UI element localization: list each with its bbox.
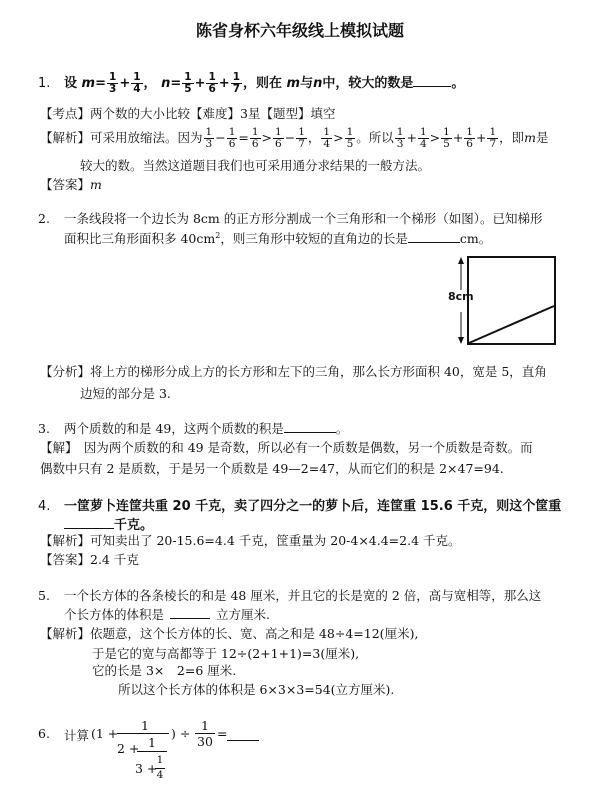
question-5-line2: 个长方体的体积是 立方厘米. bbox=[64, 607, 270, 622]
answer-blank bbox=[284, 432, 336, 433]
q2-fenxi-line1: 【分析】将上方的梯形分成上方的长方形和左下的三角，那么长方形面积 40，宽是 5，直角 bbox=[40, 364, 547, 379]
question-3-stem: 3. 两个质数的和是 49，这两个质数的积是 。 bbox=[38, 421, 349, 436]
q5-jiexi-line2: 于是它的宽与高都等于 12÷(2+1+1)=3(厘米), bbox=[92, 646, 360, 661]
question-4-line1: 4. 一筐萝卜连筐共重 20 千克，卖了四分之一的萝卜后，连筐重 15.6 千克，则这个筐重 bbox=[38, 499, 562, 514]
fraction: $\frac{1}{6}$ bbox=[208, 71, 216, 95]
question-4-line2: 千克。 bbox=[64, 514, 153, 533]
answer-blank bbox=[64, 528, 114, 529]
dimension-label: 8cm bbox=[448, 290, 474, 303]
square-outline bbox=[468, 257, 555, 344]
question-6-expression: (1 + 1 2 + 1 3 + 1 4 ) ÷ 1 30 = bbox=[91, 718, 261, 804]
fraction-bar bbox=[117, 733, 169, 734]
q5-jiexi-line3: 它的长是 3× 2=6 厘米. bbox=[92, 663, 237, 678]
q4-jiexi: 【解析】可知卖出了 20-15.6=4.4 千克，筐重量为 20-4×4.4=2.4 千克。 bbox=[40, 533, 461, 548]
answer-blank bbox=[227, 740, 259, 741]
answer-blank bbox=[170, 618, 210, 619]
question-5-line1: 5. 一个长方体的各条棱长的和是 48 厘米，并且它的长是宽的 2 倍，高与宽相等，那么这 bbox=[38, 588, 542, 603]
fraction: $\frac{1}{5}$ bbox=[184, 71, 192, 95]
q1-jiexi: 【解析】可采用放缩法。因为 $\frac{1}{3}$ − $\frac{1}{6}$ = $\frac{1}{6}$ > $\frac{1}{6}$ − $\frac{1}{7}$ ， $\frac{1}{4}$ > $\frac{1}{5}$ 。所以 $\frac{1}{3}$ + $\frac{1}{4}$ > $\frac{1}{5}$ + $\frac{1}{6}$ + $\frac{1}{7}$ ，即m是 bbox=[40, 126, 549, 150]
answer-blank bbox=[413, 86, 451, 87]
fraction: $\frac{1}{3}$ bbox=[109, 71, 117, 95]
question-1-stem: 1. 设 m= $\frac{1}{3}$ + $\frac{1}{4}$ ， n= $\frac{1}{5}$ + $\frac{1}{6}$ + $\frac{1}{7}$ ，则在 m与n中，较大的数是 。 bbox=[38, 71, 465, 95]
q5-jiexi-line4: 所以这个长方体的体积是 6×3×3=54(立方厘米). bbox=[118, 682, 395, 697]
fraction: $\frac{1}{7}$ bbox=[232, 71, 240, 95]
answer-blank bbox=[408, 242, 460, 243]
page-title: 陈省身杯六年级线上模拟试题 bbox=[195, 21, 404, 40]
question-2-line2: 面积比三角形面积多 $40cm^2$，则三角形中较短的直角边的长是 cm。 bbox=[64, 230, 492, 246]
q3-jie-line2: 偶数中只有 2 是质数，于是另一个质数是 49—2=47，从而它们的积是 2×47=94. bbox=[40, 461, 504, 476]
q5-jiexi-line1: 【解析】依题意，这个长方体的长、宽、高之和是 48÷4=12(厘米), bbox=[40, 626, 419, 641]
q1-kaodian: 【考点】两个数的大小比较【难度】3星【题型】填空 bbox=[40, 106, 336, 121]
q1-jiexi-cont: 较大的数。当然这道题目我们也可采用通分求结果的一般方法。 bbox=[80, 158, 431, 173]
question-6-number: 6. bbox=[38, 726, 50, 741]
fraction-bar bbox=[137, 751, 167, 752]
square-diagram bbox=[448, 254, 558, 366]
question-2-line1: 2. 一条线段将一个边长为 8cm 的正方形分割成一个三角形和一个梯形（如图）。已知梯形 bbox=[38, 211, 543, 226]
dividing-line bbox=[469, 306, 554, 343]
q3-jie-line1: 【解】 因为两个质数的和 49 是奇数，所以必有一个质数是偶数，另一个质数是奇数。而 bbox=[40, 440, 533, 455]
arrow-up-icon bbox=[458, 257, 464, 264]
arrow-down-icon bbox=[458, 337, 464, 344]
square-figure bbox=[448, 254, 558, 366]
q4-answer: 【答案】2.4 千克 bbox=[40, 552, 139, 567]
q1-answer: 【答案】m bbox=[40, 177, 102, 192]
q2-fenxi-line2: 边短的部分是 3. bbox=[80, 386, 171, 401]
fraction: $\frac{1}{4}$ bbox=[133, 71, 141, 95]
question-6-label: 计算 bbox=[64, 728, 90, 743]
